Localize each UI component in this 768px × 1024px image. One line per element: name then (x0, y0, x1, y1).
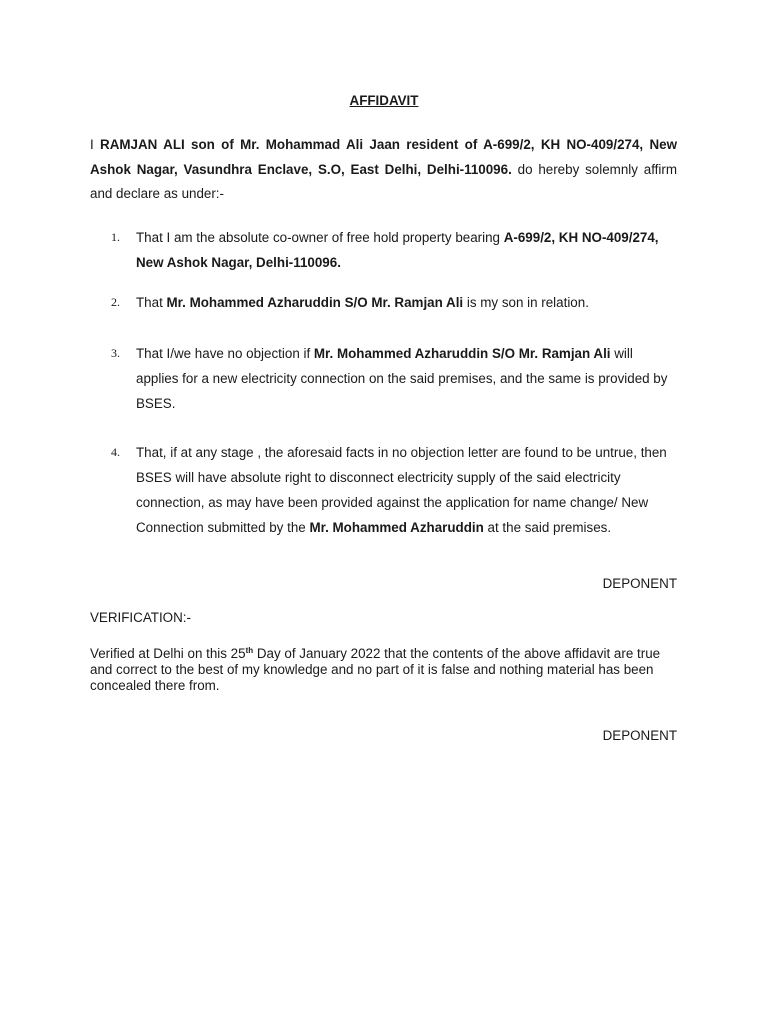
item-text: That (136, 295, 167, 310)
verification-text: Verified at Delhi on this 25 (90, 646, 246, 661)
verification-paragraph (90, 643, 680, 694)
list-item (111, 341, 677, 416)
list-number: 1. (111, 230, 120, 244)
deponent-name-address: RAMJAN ALI son of Mr. Mohammad Ali Jaan resident of A-699/2, KH NO-409/274, New Ashok Nagar, Vasundhra Enclave, S.O, East Delhi, Delhi-110096. (90, 137, 677, 177)
intro-paragraph (90, 133, 677, 207)
list-number: 4. (111, 445, 120, 459)
list-item-text (136, 440, 677, 540)
item-text: is my son in relation. (463, 295, 589, 310)
item-text: will applies for a new electricity connection on the said premises, and the same is provided by BSES. (136, 346, 668, 411)
son-name: Mr. Mohammed Azharuddin S/O Mr. Ramjan Ali (313, 346, 611, 361)
son-name: Mr. Mohammed Azharuddin S/O Mr. Ramjan Ali (166, 295, 464, 310)
intro-prefix: I (90, 137, 101, 152)
verification-heading: VERIFICATION:- (90, 610, 191, 625)
deponent-signature-label: DEPONENT (602, 728, 677, 743)
list-number: 2. (111, 295, 120, 309)
list-item (111, 290, 677, 315)
item-text: That I am the absolute co-owner of free hold property bearing (136, 230, 504, 245)
list-item-text (136, 290, 677, 315)
item-text: at the said premises. (483, 520, 612, 535)
item-text: That, if at any stage , the aforesaid facts in no objection letter are found to be untrue, then BSES will have absolute right to disconnect electricity supply of the said electricity connection, as may have been provided against the application for name change/ New Connection submitted by the (136, 445, 667, 535)
list-item-text (136, 225, 677, 275)
list-item (111, 440, 677, 540)
deponent-signature-label: DEPONENT (602, 576, 677, 591)
son-name: Mr. Mohammed Azharuddin (309, 520, 484, 535)
item-text: That I/we have no objection if (136, 346, 314, 361)
ordinal-suffix: th (245, 646, 254, 655)
document-title: AFFIDAVIT (349, 93, 419, 108)
property-address: A-699/2, KH NO-409/274, New Ashok Nagar, Delhi-110096. (136, 230, 659, 270)
list-item-text (136, 341, 677, 416)
list-item (111, 225, 677, 275)
intro-declaration: do hereby solemnly affirm and declare as under:- (90, 161, 677, 201)
verification-text: Day of January 2022 that the contents of the above affidavit are true and correct to the best of my knowledge and no part of it is false and nothing material has been concealed there from. (90, 646, 661, 693)
list-number: 3. (111, 346, 120, 360)
